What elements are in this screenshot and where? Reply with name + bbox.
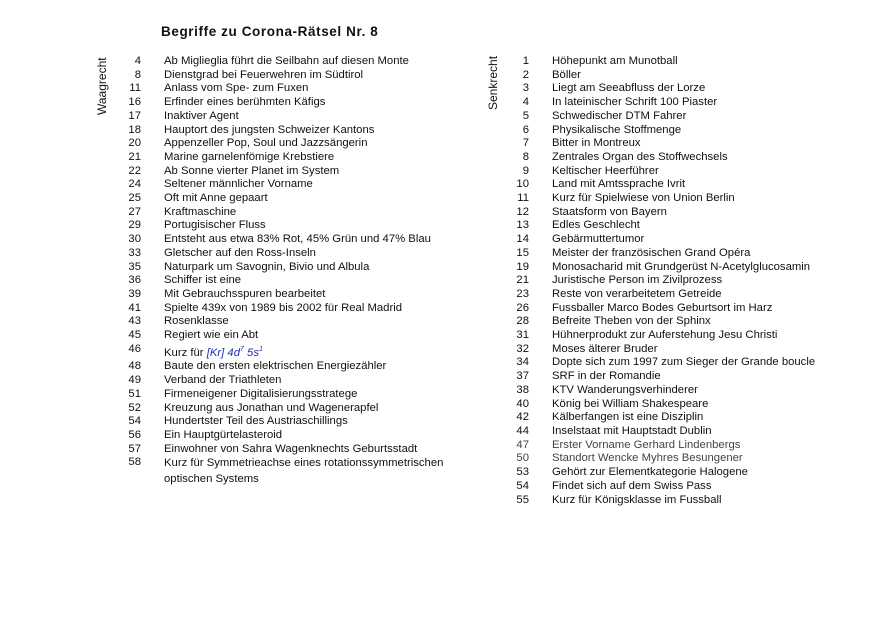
clue-number: 22 [128, 164, 141, 177]
clue-text [552, 398, 842, 412]
clue-label: Kraftmaschine [164, 205, 237, 218]
clue-number: 47 [516, 438, 529, 451]
waagrecht-clue-row [100, 110, 470, 124]
clue-text [164, 69, 470, 83]
clue-label: Rosenklasse [164, 315, 229, 328]
clue-label: Dienstgrad bei Feuerwehren im Südtirol [164, 68, 364, 81]
senkrecht-clue-row [492, 370, 842, 384]
clue-label: Dopte sich zum 1997 zum Sieger der Grande boucle [552, 356, 816, 369]
clue-label: Ein Hauptgürtelasteroid [164, 428, 283, 441]
clue-label: Reste von verarbeitetem Getreide [552, 287, 722, 300]
clue-label: Spielte 439x von 1989 bis 2002 für Real Madrid [164, 301, 403, 314]
clue-label: Mit Gebrauchsspuren bearbeitet [164, 287, 326, 300]
clue-number: 55 [516, 493, 529, 506]
clue-label: Fussballer Marco Bodes Geburtsort im Harz [552, 301, 773, 314]
clue-text [164, 343, 470, 361]
senkrecht-clue-row [492, 233, 842, 247]
senkrecht-clue-row [492, 466, 842, 480]
clue-label: Kreuzung aus Jonathan und Wagenerapfel [164, 401, 379, 414]
clue-number: 58 [128, 456, 141, 469]
clue-number: 34 [516, 356, 529, 369]
clue-label: Staatsform von Bayern [552, 205, 667, 218]
clue-text [164, 55, 470, 69]
clue-number: 25 [128, 192, 141, 205]
clue-number: 3 [522, 82, 529, 95]
waagrecht-clue-row [100, 55, 470, 69]
clue-label: Firmeneigener Digitalisierungsstratege [164, 387, 358, 400]
waagrecht-clue-row [100, 219, 470, 233]
clue-number: 36 [128, 274, 141, 287]
senkrecht-clue-list [492, 55, 842, 507]
senkrecht-clue-row [492, 206, 842, 220]
clue-text [164, 82, 470, 96]
clue-number: 32 [516, 342, 529, 355]
clue-text [164, 178, 470, 192]
clue-number: 11 [129, 82, 141, 95]
clue-label: Findet sich auf dem Swiss Pass [552, 479, 712, 492]
clue-label: Kurz für Symmetrieachse eines rotationssymmetrischen optischen Systems [164, 457, 444, 486]
clue-text [552, 302, 842, 316]
clue-label: Inselstaat mit Hauptstadt Dublin [552, 424, 712, 437]
clue-number: 39 [128, 287, 141, 300]
clue-label: Regiert wie ein Abt [164, 329, 259, 342]
clue-text [164, 415, 470, 429]
clue-label: Standort Wencke Myhres Besungener [552, 452, 743, 465]
senkrecht-clue-row [492, 425, 842, 439]
clue-number: 8 [522, 150, 529, 163]
clue-label: Oft mit Anne gepaart [164, 192, 268, 205]
clue-text [552, 261, 842, 275]
clue-label: Verband der Triathleten [164, 374, 282, 387]
clue-text [552, 151, 842, 165]
clue-label: Anlass vom Spe- zum Fuxen [164, 82, 309, 95]
clue-label: Kurz für [164, 346, 207, 359]
clue-number: 53 [516, 466, 529, 479]
clue-number: 4 [134, 55, 141, 67]
clue-number: 10 [516, 178, 529, 191]
clue-label: Moses älterer Bruder [552, 342, 658, 355]
clue-label: Kälberfangen ist eine Disziplin [552, 411, 704, 424]
senkrecht-clue-row [492, 398, 842, 412]
clue-number: 57 [128, 442, 141, 455]
clue-label: Physikalische Stoffmenge [552, 123, 682, 136]
clue-label: SRF in der Romandie [552, 370, 661, 383]
page-title: Begriffe zu Corona-Rätsel Nr. 8 [161, 24, 379, 39]
waagrecht-clue-row [100, 388, 470, 402]
clue-number: 48 [128, 360, 141, 373]
clue-number: 14 [516, 233, 529, 246]
clue-label: Gehört zur Elementkategorie Halogene [552, 466, 748, 479]
clue-text [552, 384, 842, 398]
waagrecht-clue-row [100, 288, 470, 302]
clue-label: Marine garnelenfömige Krebstiere [164, 150, 335, 163]
waagrecht-clue-row [100, 261, 470, 275]
clue-number: 27 [128, 205, 141, 218]
clue-text [552, 55, 842, 69]
clue-number: 19 [516, 260, 529, 273]
clue-text [552, 425, 842, 439]
waagrecht-clue-row [100, 151, 470, 165]
clue-text [164, 329, 470, 343]
senkrecht-clue-row [492, 247, 842, 261]
clue-number: 6 [522, 123, 529, 136]
clue-text [552, 165, 842, 179]
senkrecht-clue-row [492, 411, 842, 425]
clue-number: 50 [516, 452, 529, 465]
waagrecht-clue-row [100, 415, 470, 429]
senkrecht-clue-row [492, 315, 842, 329]
clue-number: 21 [516, 274, 529, 287]
clue-number: 5 [522, 109, 529, 122]
clue-number: 16 [128, 96, 141, 109]
clue-number: 38 [516, 383, 529, 396]
clue-text [164, 247, 470, 261]
clue-text [164, 374, 470, 388]
clue-text [552, 110, 842, 124]
clue-label: Seltener männlicher Vorname [164, 178, 313, 191]
senkrecht-clue-row [492, 439, 842, 453]
senkrecht-clue-row [492, 110, 842, 124]
clue-text [552, 69, 842, 83]
clue-label: Naturpark um Savognin, Bivio und Albula [164, 260, 370, 273]
waagrecht-clue-row [100, 124, 470, 138]
senkrecht-clue-row [492, 151, 842, 165]
config-part: s [253, 346, 259, 359]
clue-text [552, 137, 842, 151]
clue-text [164, 388, 470, 402]
clue-label: Meister der französischen Grand Opéra [552, 246, 751, 259]
clue-number: 37 [516, 370, 529, 383]
senkrecht-clue-row [492, 274, 842, 288]
clue-label: Gletscher auf den Ross-Inseln [164, 246, 316, 259]
clue-text [164, 219, 470, 233]
clue-text [552, 480, 842, 494]
clue-text [552, 288, 842, 302]
clue-number: 2 [522, 68, 529, 81]
clue-text [552, 494, 842, 508]
clue-number: 7 [522, 137, 529, 150]
clue-label: Baute den ersten elektrischen Energiezähler [164, 360, 387, 373]
clue-number: 1 [522, 55, 529, 67]
clue-text [552, 96, 842, 110]
senkrecht-clue-row [492, 261, 842, 275]
senkrecht-clue-row [492, 480, 842, 494]
waagrecht-clue-row [100, 82, 470, 96]
clue-number: 26 [516, 301, 529, 314]
waagrecht-clue-row [100, 374, 470, 388]
clue-number: 4 [522, 96, 529, 109]
clue-text [164, 206, 470, 220]
clue-text [552, 329, 842, 343]
clue-label: Monosacharid mit Grundgerüst N-Acetylglucosamin [552, 260, 811, 273]
senkrecht-clue-row [492, 96, 842, 110]
clue-label: Inaktiver Agent [164, 109, 239, 122]
waagrecht-clue-row [100, 274, 470, 288]
clue-number: 42 [516, 411, 529, 424]
config-part: d [233, 346, 240, 359]
clue-number: 45 [128, 329, 141, 342]
clue-number: 56 [128, 428, 141, 441]
clue-label: Höhepunkt am Munotball [552, 55, 678, 67]
waagrecht-clue-list [100, 55, 470, 487]
clue-text [552, 82, 842, 96]
clue-label: Schiffer ist eine [164, 274, 242, 287]
clue-text [164, 443, 470, 457]
clue-number: 33 [128, 246, 141, 259]
clue-number: 12 [516, 205, 529, 218]
clue-text [164, 110, 470, 124]
clue-text [552, 466, 842, 480]
clue-label: Edles Geschlecht [552, 219, 640, 232]
clue-text [552, 247, 842, 261]
clue-text [164, 151, 470, 165]
clue-number: 15 [516, 246, 529, 259]
clue-text [164, 233, 470, 247]
clue-number: 24 [128, 178, 141, 191]
clue-number: 13 [516, 219, 529, 232]
clue-label: Hauptort des jungsten Schweizer Kantons [164, 123, 375, 136]
config-part: 5 [243, 346, 254, 359]
clue-text [552, 343, 842, 357]
waagrecht-clue-row [100, 329, 470, 343]
senkrecht-clue-row [492, 124, 842, 138]
clue-label: Appenzeller Pop, Soul und Jazzsängerin [164, 137, 368, 150]
senkrecht-clue-row [492, 343, 842, 357]
clue-label: Hühnerprodukt zur Auferstehung Jesu Christi [552, 329, 778, 342]
clue-label: Kurz für Königsklasse im Fussball [552, 493, 722, 506]
clue-number: 44 [516, 424, 529, 437]
clue-text [164, 274, 470, 288]
config-superscript: 1 [258, 345, 263, 353]
waagrecht-clue-row [100, 402, 470, 416]
clue-text [552, 356, 842, 370]
clue-number: 30 [128, 233, 141, 246]
senkrecht-clue-row [492, 452, 842, 466]
senkrecht-clue-row [492, 165, 842, 179]
waagrecht-clue-row [100, 178, 470, 192]
senkrecht-clue-row [492, 384, 842, 398]
clue-label: Schwedischer DTM Fahrer [552, 109, 687, 122]
clue-label: Zentrales Organ des Stoffwechsels [552, 150, 728, 163]
clue-label: In lateinischer Schrift 100 Piaster [552, 96, 718, 109]
senkrecht-clue-row [492, 356, 842, 370]
clue-text [164, 288, 470, 302]
clue-number: 54 [128, 415, 141, 428]
waagrecht-clue-row [100, 302, 470, 316]
clue-text [164, 315, 470, 329]
clue-number: 51 [128, 387, 141, 400]
clue-number: 31 [516, 329, 529, 342]
clue-number: 35 [128, 260, 141, 273]
senkrecht-clue-row [492, 69, 842, 83]
clue-label: Erster Vorname Gerhard Lindenbergs [552, 438, 741, 451]
clue-number: 28 [516, 315, 529, 328]
clue-text [164, 429, 470, 443]
waagrecht-clue-row [100, 456, 470, 487]
clue-number: 40 [516, 397, 529, 410]
clue-number: 54 [516, 479, 529, 492]
clue-text [552, 192, 842, 206]
clue-number: 18 [128, 123, 141, 136]
waagrecht-clue-row [100, 247, 470, 261]
senkrecht-clue-row [492, 494, 842, 508]
clue-label: Bitter in Montreux [552, 137, 641, 150]
clue-label: Kurz für Spielwiese von Union Berlin [552, 192, 735, 205]
clue-label: Befreite Theben von der Sphinx [552, 315, 711, 328]
senkrecht-clue-row [492, 192, 842, 206]
senkrecht-clue-row [492, 219, 842, 233]
clue-text [552, 124, 842, 138]
clue-text [552, 206, 842, 220]
waagrecht-clue-row [100, 343, 470, 361]
senkrecht-clue-row [492, 329, 842, 343]
clue-text [552, 370, 842, 384]
clue-number: 20 [128, 137, 141, 150]
clue-label: König bei William Shakespeare [552, 397, 709, 410]
clue-label: Entsteht aus etwa 83% Rot, 45% Grün und 47% Blau [164, 233, 431, 246]
clue-label: Ab Miglieglia führt die Seilbahn auf diesen Monte [164, 55, 409, 67]
waagrecht-clue-row [100, 443, 470, 457]
config-part: [Kr] 4 [206, 346, 234, 359]
clue-text [164, 455, 470, 487]
clue-label: Land mit Amtssprache Ivrit [552, 178, 686, 191]
clue-number: 9 [522, 164, 529, 177]
waagrecht-clue-row [100, 360, 470, 374]
clue-number: 46 [128, 342, 141, 355]
clue-number: 17 [128, 109, 141, 122]
waagrecht-clue-row [100, 69, 470, 83]
waagrecht-clue-row [100, 206, 470, 220]
clue-number: 8 [134, 68, 141, 81]
clue-number: 11 [517, 192, 529, 205]
clue-text [164, 124, 470, 138]
clue-number: 41 [128, 301, 141, 314]
clue-text [552, 274, 842, 288]
clue-text [164, 192, 470, 206]
senkrecht-clue-row [492, 302, 842, 316]
clue-label: KTV Wanderungsverhinderer [552, 383, 698, 396]
clue-label: Böller [552, 68, 581, 81]
clue-text [552, 178, 842, 192]
clue-label: Erfinder eines berühmten Käfigs [164, 96, 326, 109]
waagrecht-clue-row [100, 315, 470, 329]
electron-configuration [207, 347, 263, 359]
waagrecht-clue-row [100, 165, 470, 179]
config-superscript: 7 [240, 345, 244, 353]
clue-number: 21 [128, 150, 141, 163]
waagrecht-clue-row [100, 137, 470, 151]
clue-text [164, 96, 470, 110]
waagrecht-clue-row [100, 96, 470, 110]
clue-label: Liegt am Seeabfluss der Lorze [552, 82, 706, 95]
clue-text [552, 452, 842, 466]
clue-label: Keltischer Heerführer [552, 164, 659, 177]
clue-number: 52 [128, 401, 141, 414]
senkrecht-clue-row [492, 288, 842, 302]
clue-label: Gebärmuttertumor [552, 233, 645, 246]
clue-label: Einwohner von Sahra Wagenknechts Geburtsstadt [164, 442, 418, 455]
clue-number: 29 [128, 219, 141, 232]
clue-text [552, 439, 842, 453]
clue-text [164, 137, 470, 151]
senkrecht-clue-row [492, 137, 842, 151]
clue-label: Ab Sonne vierter Planet im System [164, 164, 340, 177]
clue-number: 43 [128, 315, 141, 328]
clue-text [164, 261, 470, 275]
clue-label: Hundertster Teil des Austriaschillings [164, 415, 348, 428]
clue-text [552, 219, 842, 233]
senkrecht-clue-row [492, 178, 842, 192]
clue-text [164, 302, 470, 316]
senkrecht-clue-row [492, 82, 842, 96]
senkrecht-clue-row [492, 55, 842, 69]
clue-text [552, 315, 842, 329]
clue-number: 49 [128, 374, 141, 387]
clue-number: 23 [516, 287, 529, 300]
section-label-waagrecht: Waagrecht [95, 57, 109, 115]
waagrecht-clue-row [100, 233, 470, 247]
clue-text [552, 233, 842, 247]
clue-text [552, 411, 842, 425]
clue-label: Portugisischer Fluss [164, 219, 266, 232]
clue-text [164, 402, 470, 416]
clue-label: Juristische Person im Zivilprozess [552, 274, 723, 287]
waagrecht-clue-row [100, 192, 470, 206]
clue-text [164, 360, 470, 374]
section-label-senkrecht: Senkrecht [486, 55, 500, 110]
waagrecht-clue-row [100, 429, 470, 443]
clue-text [164, 165, 470, 179]
